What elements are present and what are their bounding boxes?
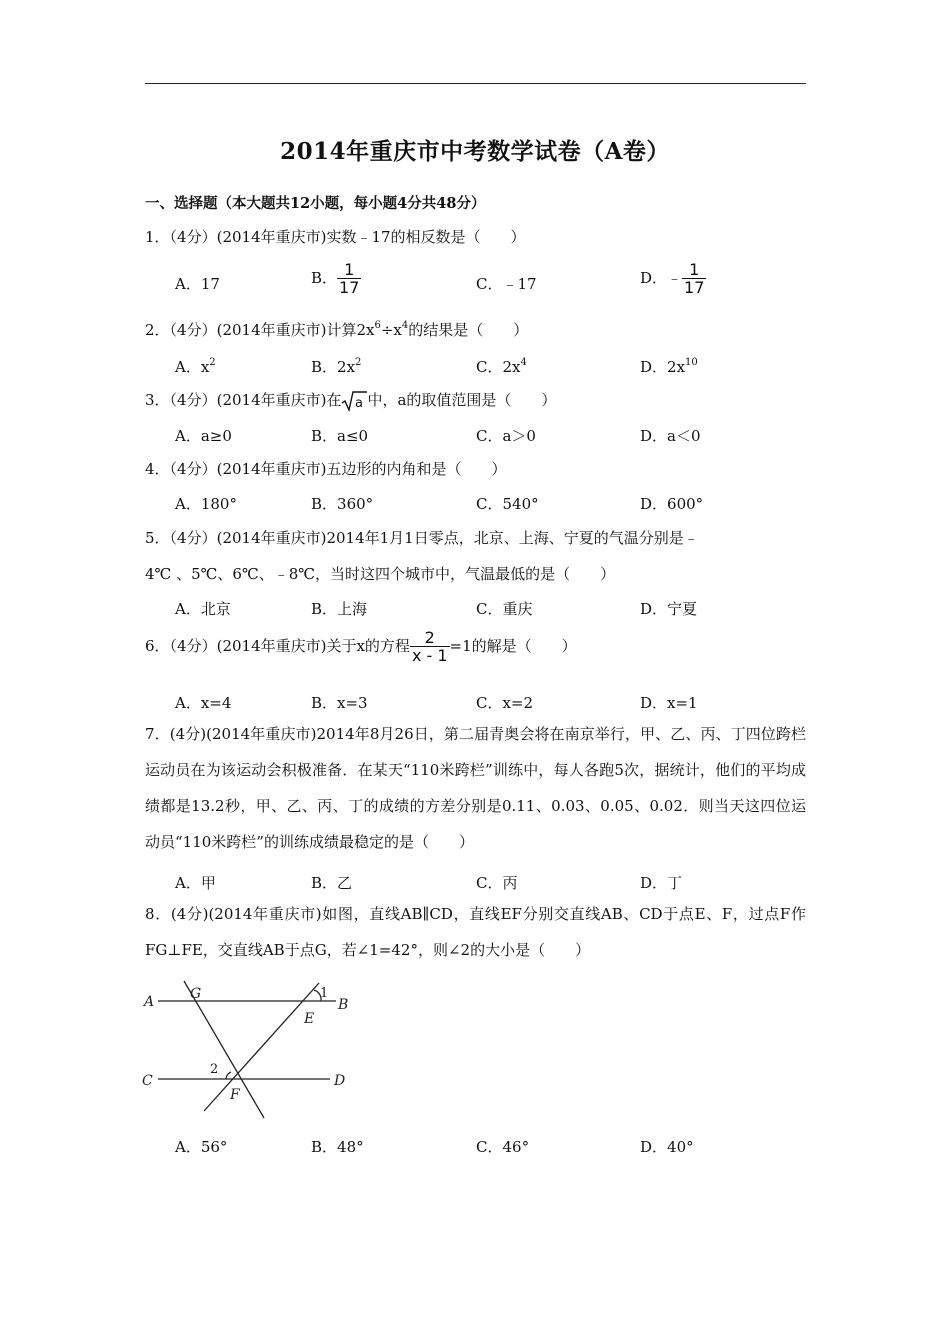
section-heading: 一、选择题（本大题共12小题，每小题4分共48分）	[145, 195, 486, 212]
label-d: D	[334, 1073, 346, 1089]
question-8-option-b: B．48°	[311, 1138, 364, 1156]
question-7-option-d: D．丁	[640, 874, 683, 892]
exponent: 6	[374, 320, 381, 331]
question-8-option-d: D．40°	[640, 1138, 694, 1156]
stem-text: ÷x	[380, 321, 402, 339]
question-8-stem: 8．(4分)(2014年重庆市)如图，直线AB∥CD，直线EF分别交直线AB、CD于点E、F，过点F作FG⊥FE，交直线AB于点G，若∠1=42°，则∠2的大小是（ ）	[145, 905, 806, 959]
question-2-option-a	[175, 356, 216, 377]
stem-text: 的结果是（ ）	[408, 321, 529, 339]
question-3-option-a: A．a≥0	[175, 427, 232, 445]
angle-2-arc	[226, 1072, 231, 1079]
option-text: C．2x	[476, 358, 521, 376]
geometry-figure	[140, 975, 360, 1123]
question-3-option-c: C．a＞0	[476, 427, 536, 445]
page-title: 2014年重庆市中考数学试卷（A卷）	[280, 138, 670, 165]
question-7-option-a: A．甲	[175, 874, 216, 892]
option-text: B．2x	[311, 358, 356, 376]
label-angle-1: 1	[320, 986, 329, 1001]
denominator: 17	[684, 278, 705, 297]
question-1-option-a: A．17	[175, 275, 220, 293]
radicand: a	[355, 396, 364, 411]
question-5-option-a: A．北京	[175, 600, 231, 618]
question-5-stem-line1: 5．（4分）(2014年重庆市)2014年1月1日零点，北京、上海、宁夏的气温分别是﹣	[145, 529, 699, 547]
question-4-option-b: B．360°	[311, 495, 374, 513]
question-2-option-c	[476, 356, 527, 377]
stem-text: 中，a的取值范围是（ ）	[367, 391, 557, 409]
stem-text: 6．（4分）(2014年重庆市)关于x的方程	[145, 637, 410, 655]
question-7-option-b: B．乙	[311, 874, 353, 892]
question-6-option-c: C．x=2	[476, 694, 534, 712]
top-rule	[145, 83, 806, 84]
option-d-label: D．﹣	[640, 269, 683, 287]
option-text: A．x	[175, 358, 210, 376]
numerator: 2	[424, 628, 435, 647]
question-5-stem-line2: 4℃ 、5℃、6℃、﹣8℃，当时这四个城市中，气温最低的是（ ）	[145, 565, 616, 583]
exponent: 10	[685, 357, 698, 368]
line-ef	[204, 983, 319, 1111]
question-2-option-d	[640, 356, 698, 377]
question-4-option-d: D．600°	[640, 495, 704, 513]
question-7-option-c: C．丙	[476, 874, 518, 892]
denominator: 17	[339, 278, 360, 297]
stem-text: 3．（4分）(2014年重庆市)在	[145, 391, 342, 409]
question-3-option-d: D．a＜0	[640, 427, 701, 445]
stem-text: =1的解是（ ）	[449, 637, 577, 655]
exponent: 4	[520, 357, 527, 368]
question-6-option-b: B．x=3	[311, 694, 368, 712]
label-g: G	[190, 986, 202, 1002]
question-3-option-b: B．a≤0	[311, 427, 369, 445]
fraction	[682, 262, 706, 296]
question-4-option-a: A．180°	[175, 495, 237, 513]
label-e: E	[304, 1011, 315, 1027]
label-a: A	[144, 994, 155, 1010]
label-c: C	[142, 1073, 153, 1089]
denominator: x - 1	[411, 646, 448, 665]
radical-sign-icon	[341, 390, 367, 412]
question-5-option-b: B．上海	[311, 600, 368, 618]
option-text: D．2x	[640, 358, 686, 376]
question-1-stem: 1．（4分）(2014年重庆市)实数﹣17的相反数是（ ）	[145, 228, 526, 246]
question-2-stem	[145, 319, 528, 340]
stem-text: 2．（4分）(2014年重庆市)计算2x	[145, 321, 375, 339]
question-3-stem	[145, 389, 556, 412]
question-6-option-d: D．x=1	[640, 694, 698, 712]
exponent: 4	[401, 320, 409, 331]
label-angle-2: 2	[210, 1062, 219, 1077]
label-b: B	[338, 997, 349, 1013]
fraction	[337, 262, 361, 296]
question-4-stem: 4．（4分）(2014年重庆市)五边形的内角和是（ ）	[145, 460, 507, 478]
label-f: F	[230, 1087, 240, 1103]
question-8-option-a: A．56°	[175, 1138, 228, 1156]
question-6-option-a: A．x=4	[175, 694, 232, 712]
square-root	[341, 390, 367, 412]
question-1-option-c: C．﹣17	[476, 275, 537, 293]
question-6-stem	[145, 630, 577, 664]
question-5-option-d: D．宁夏	[640, 600, 698, 618]
question-2-option-b	[311, 356, 361, 377]
question-1-option-b	[311, 262, 361, 296]
exponent: 2	[355, 357, 362, 368]
numerator: 1	[689, 260, 700, 279]
fraction	[410, 630, 450, 664]
exponent: 2	[209, 357, 216, 368]
question-7-stem: 7．(4分)(2014年重庆市)2014年8月26日，第二届青奥会将在南京举行，甲、乙、丙、丁四位跨栏运动员在为该运动会积极准备．在某天“110米跨栏”训练中，每人各跑5次，据统计，他们的平均成绩都是13.2秒，甲、乙、丙、丁的成绩的方差分别是0.11、0.03、0.05、0.02．则当天这四位运动员“110米跨栏”的训练成绩最稳定的是（ ）	[145, 725, 806, 851]
question-1-option-d	[640, 262, 706, 296]
numerator: 1	[344, 260, 355, 279]
option-b-label: B．	[311, 269, 338, 287]
question-5-option-c: C．重庆	[476, 600, 533, 618]
question-8-option-c: C．46°	[476, 1138, 530, 1156]
question-4-option-c: C．540°	[476, 495, 539, 513]
